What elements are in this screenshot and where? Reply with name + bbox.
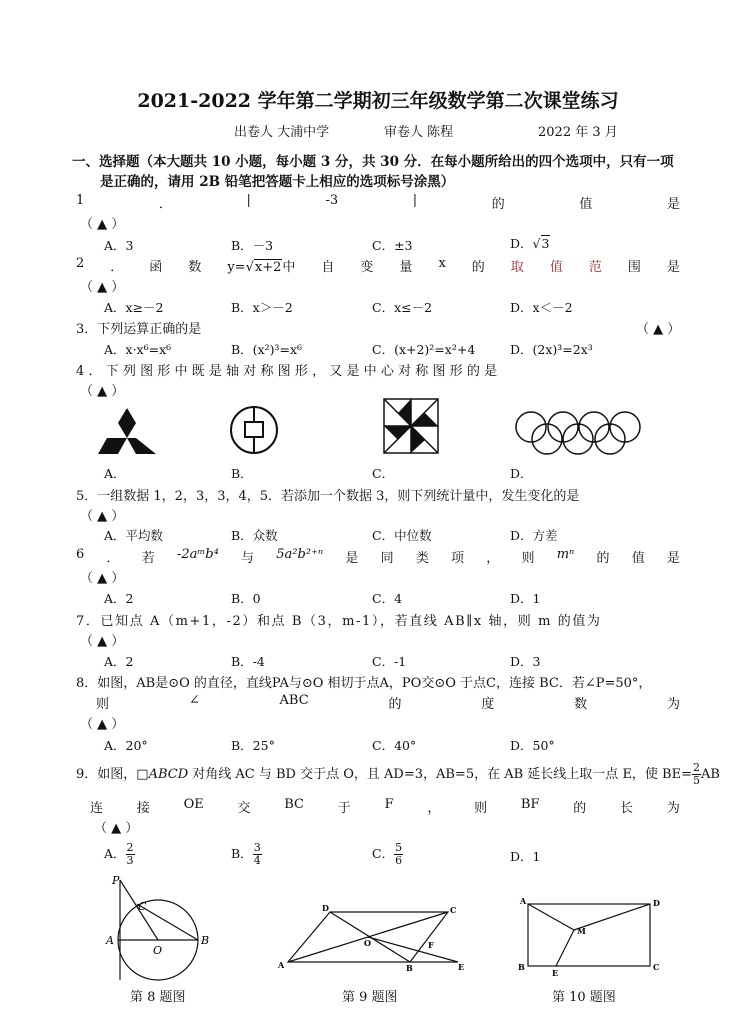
q2-formula-radicand: x+2 <box>254 260 282 275</box>
q4-stem: 4．下列图形中既是轴对称图形，又是中心对称图形的是 <box>76 364 502 379</box>
fig8-label-a: A <box>106 934 114 947</box>
q9-option-a-fraction <box>126 842 135 867</box>
q8-word: 的 <box>388 697 402 712</box>
q8-word: 度 <box>481 697 495 712</box>
q2-word: 中 <box>282 260 296 275</box>
q3-option-b: B．(x²)³=x⁶ <box>231 342 303 357</box>
q9-option-c-label: C． <box>372 846 395 861</box>
q9-option-b <box>231 842 262 867</box>
date: 2022 年 3 月 <box>538 125 618 140</box>
q9-text: AB <box>701 767 720 782</box>
q3-option-c: C．(x+2)²=x²+4 <box>372 342 476 357</box>
page-title: 2021-2022 学年第二学期初三年级数学第二次课堂练习 <box>137 90 619 112</box>
answer-mark: （ ▲ ） <box>80 217 125 232</box>
q1-number: 1 <box>76 193 85 208</box>
fraction-denominator: 4 <box>253 854 261 867</box>
answer-mark: （ ▲ ） <box>80 717 125 732</box>
q3-stem: 3．下列运算正确的是 <box>76 322 202 337</box>
q1-option-d-radicand: 3 <box>541 236 550 251</box>
q9-word: 接 <box>136 801 150 816</box>
fig8-label-b: B <box>201 934 210 947</box>
q1-option-d-label: D． <box>510 236 533 251</box>
q5-option-c: C．中位数 <box>372 528 432 543</box>
figure-8-caption: 第 8 题图 <box>130 990 186 1005</box>
q2-word: 函 <box>149 260 163 275</box>
fig8-label-c: C <box>138 900 147 913</box>
q4-option-d: D． <box>510 466 533 481</box>
q1-abs-right: | <box>412 193 418 208</box>
fig9-label-d: D <box>322 903 329 913</box>
q6-term2: 5a²b²⁺ⁿ <box>276 547 324 562</box>
q4-figure-d <box>514 410 642 456</box>
q6-word: 的 <box>596 551 610 566</box>
fig9-label-o: O <box>364 938 371 948</box>
q9-option-b-label: B． <box>231 846 253 861</box>
q7-option-b: B．-4 <box>231 654 265 669</box>
q6-word: 同 <box>380 551 394 566</box>
sqrt-icon: √3 <box>532 236 550 251</box>
figure-10 <box>516 894 662 980</box>
q2-formula-prefix: y= <box>227 260 246 275</box>
fig9-label-a: A <box>278 960 285 970</box>
q9-be-fraction <box>692 762 701 787</box>
author: 出卷人 大浦中学 <box>234 125 330 140</box>
answer-mark: （ ▲ ） <box>80 634 125 649</box>
fraction-denominator: 6 <box>395 854 403 867</box>
q1-word: 的 <box>491 197 505 212</box>
figure-8 <box>106 872 216 984</box>
q9-option-a <box>104 842 135 867</box>
q6-word: 与 <box>241 551 255 566</box>
q2-word: 取 <box>510 260 524 275</box>
q9-word: F <box>384 797 394 812</box>
q9-option-a-label: A． <box>104 846 126 861</box>
q9-stem-line1 <box>76 762 720 787</box>
q9-text: 对角线 AC 与 BD 交于点 O，且 AD=3，AB=5，在 AB 延长线上取一点 E，使 BE= <box>188 767 692 782</box>
q5-stem: 5．一组数据 1，2，3，3，4，5．若添加一个数据 3，则下列统计量中，发生变化的是 <box>76 489 580 504</box>
q5-option-a: A．平均数 <box>104 528 164 543</box>
answer-mark: （ ▲ ） <box>80 571 125 586</box>
fig10-label-d: D <box>653 898 660 908</box>
q2-word: 是 <box>666 260 680 275</box>
q1-dot: ． <box>158 197 172 212</box>
q6-option-b: B．0 <box>231 591 261 606</box>
figure-10-caption: 第 10 题图 <box>552 990 616 1005</box>
q2-word: 的 <box>471 260 485 275</box>
q9-word: 于 <box>337 801 351 816</box>
fig10-label-a: A <box>520 896 527 906</box>
q6-word: 若 <box>141 551 155 566</box>
answer-mark: （ ▲ ） <box>636 322 681 337</box>
q6-word: 项 <box>451 551 465 566</box>
fig9-label-f: F <box>428 940 434 950</box>
q6-option-c: C．4 <box>372 591 403 606</box>
q9-option-b-fraction <box>253 842 262 867</box>
q8-word: 数 <box>574 697 588 712</box>
fraction-denominator: 3 <box>126 854 134 867</box>
q9-word: OE <box>183 797 204 812</box>
answer-mark: （ ▲ ） <box>80 280 125 295</box>
section-heading-line2: 是正确的，请用 2B 铅笔把答题卡上相应的选项标号涂黑） <box>100 174 455 190</box>
q9-option-d: D．1 <box>510 849 541 864</box>
q2-option-a: A．x≥－2 <box>104 300 164 315</box>
fraction-numerator: 2 <box>126 841 134 854</box>
q2-formula <box>227 256 295 275</box>
q2-number: 2 <box>76 256 85 271</box>
fraction-numerator: 5 <box>395 841 403 854</box>
answer-mark: （ ▲ ） <box>94 821 139 836</box>
q7-option-c: C．-1 <box>372 654 407 669</box>
q1-word: 是 <box>666 197 680 212</box>
q9-word: 长 <box>620 801 634 816</box>
q9-word: 为 <box>666 801 680 816</box>
q7-option-d: D．3 <box>510 654 541 669</box>
q6-number: 6 <box>76 547 85 562</box>
answer-mark: （ ▲ ） <box>80 384 125 399</box>
q9-word: BF <box>520 797 540 812</box>
reviewer: 审卷人 陈程 <box>384 125 454 140</box>
q6-term1: -2aᵐb⁴ <box>176 547 219 562</box>
q9-word: 则 <box>474 801 488 816</box>
q6-word: 类 <box>415 551 429 566</box>
figure-9 <box>276 902 472 974</box>
q5-option-d: D．方差 <box>510 528 558 543</box>
fig10-label-m: M <box>577 926 586 936</box>
fig9-label-e: E <box>458 962 465 972</box>
q9-word: BC <box>284 797 305 812</box>
q8-option-c: C．40° <box>372 738 417 753</box>
q6-word: 则 <box>521 551 535 566</box>
q2-option-d: D．x＜－2 <box>510 300 573 315</box>
figure-9-caption: 第 9 题图 <box>342 990 398 1005</box>
q4-figure-b <box>228 404 280 456</box>
fig10-label-b: B <box>518 962 525 972</box>
q2-word: 范 <box>588 260 602 275</box>
q1-option-c: C．±3 <box>372 238 413 253</box>
q4-option-a: A． <box>104 466 126 481</box>
q8-word: ∠ <box>188 693 200 708</box>
q9-stem-line2 <box>90 797 680 816</box>
fraction-numerator: 3 <box>253 841 261 854</box>
q2-word: 围 <box>627 260 641 275</box>
q7-option-a: A．2 <box>104 654 134 669</box>
fig10-label-e: E <box>552 968 559 978</box>
q6-option-a: A．2 <box>104 591 134 606</box>
q2-word: x <box>438 256 446 271</box>
fig8-label-p: P <box>112 874 120 887</box>
q2-word: 自 <box>321 260 335 275</box>
q1-stem <box>76 193 680 212</box>
q4-option-b: B． <box>231 466 253 481</box>
q9-word: 交 <box>237 801 251 816</box>
q1-value: -3 <box>325 193 339 208</box>
section-heading-line1: 一、选择题（本大题共 10 小题，每小题 3 分，共 30 分．在每小题所给出的四个选项中，只有一项 <box>72 154 674 170</box>
q2-dot: ． <box>110 260 124 275</box>
q9-option-c <box>372 842 403 867</box>
q1-option-a: A．3 <box>104 238 134 253</box>
q8-word: 则 <box>96 697 110 712</box>
q7-stem: 7．已知点 A（m+1，-2）和点 B（3，m-1），若直线 AB∥x 轴，则 m 的值为 <box>76 614 602 629</box>
q4-figure-a <box>98 408 156 460</box>
q6-word: 是 <box>345 551 359 566</box>
q5-option-b: B．众数 <box>231 528 278 543</box>
q6-stem <box>76 547 680 566</box>
q6-word: 是 <box>666 551 680 566</box>
q6-dot: ． <box>106 551 120 566</box>
q9-word: ， <box>427 801 441 816</box>
q3-option-a: A．x·x⁶=x⁶ <box>104 342 172 357</box>
answer-mark: （ ▲ ） <box>80 509 125 524</box>
q6-word: 值 <box>631 551 645 566</box>
q9-text: 9．如图， <box>76 767 137 782</box>
q2-option-b: B．x＞－2 <box>231 300 293 315</box>
q9-word: 的 <box>573 801 587 816</box>
q8-option-a: A．20° <box>104 738 148 753</box>
q3-option-d: D．(2x)³=2x³ <box>510 342 593 357</box>
fig9-label-c: C <box>450 905 457 915</box>
q2-word: 数 <box>188 260 202 275</box>
q2-word: 值 <box>549 260 563 275</box>
q4-figure-c <box>383 398 439 454</box>
fraction-denominator: 5 <box>693 774 700 787</box>
fig9-label-b: B <box>406 963 413 973</box>
q9-word: 连 <box>90 801 104 816</box>
q2-stem <box>76 256 680 275</box>
q1-abs-left: | <box>246 193 251 208</box>
q6-term3: mⁿ <box>556 547 575 562</box>
q9-option-c-fraction <box>394 842 403 867</box>
q8-stem-line2 <box>96 693 680 712</box>
q9-parallelogram: □ABCD <box>136 767 189 782</box>
q2-word: 量 <box>399 260 413 275</box>
fig10-label-c: C <box>653 962 660 972</box>
q1-option-b: B．－3 <box>231 238 274 253</box>
q6-option-d: D．1 <box>510 591 541 606</box>
q1-word: 值 <box>579 197 593 212</box>
q4-option-c: C． <box>372 466 395 481</box>
q8-option-b: B．25° <box>231 738 275 753</box>
q8-word: ABC <box>279 693 309 708</box>
q2-option-c: C．x≤－2 <box>372 300 433 315</box>
q8-word: 为 <box>666 697 680 712</box>
q6-word: ， <box>486 551 500 566</box>
q8-option-d: D．50° <box>510 738 555 753</box>
fraction-numerator: 2 <box>693 761 700 774</box>
q8-stem-line1: 8．如图，AB是⊙O 的直径，直线PA与⊙O 相切于点A，PO交⊙O 于点C，连接 BC．若∠P=50°， <box>76 676 652 691</box>
q2-word: 变 <box>360 260 374 275</box>
fig8-label-o: O <box>153 944 163 957</box>
q1-option-d <box>510 234 550 252</box>
sqrt-icon: √x+2 <box>245 260 282 275</box>
